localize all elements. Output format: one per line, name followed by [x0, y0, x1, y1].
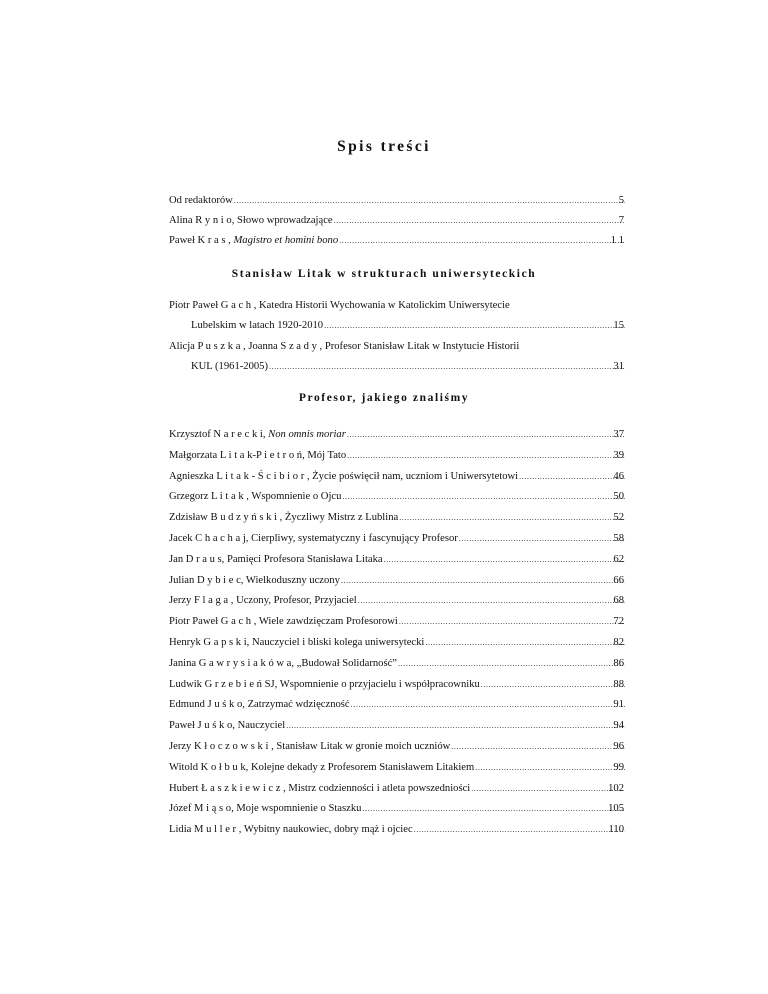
- entry-text: Grzegorz L i t a k , Wspomnienie o Ojcu: [169, 491, 342, 502]
- entry-text: Alina R y n i o, Słowo wprowadzające: [169, 215, 333, 226]
- page-number: 5: [618, 195, 624, 206]
- entry-text: Lubelskim w latach 1920-2010: [191, 320, 324, 331]
- page-number: 96: [613, 741, 624, 752]
- entry-text: Józef M i ą s o, Moje wspomnienie o Staszku: [169, 803, 362, 814]
- entry-text: Edmund J u ś k o, Zatrzymać wdzięczność: [169, 699, 350, 710]
- entry-text: Piotr Paweł G a c h , Katedra Historii Wychowania w Katolickim Uniwersytecie: [169, 300, 510, 311]
- page-number: 50: [613, 491, 624, 502]
- section-heading: Stanisław Litak w strukturach uniwersyteckich: [231, 268, 537, 280]
- page-number: 68: [613, 595, 624, 606]
- entry-text: Julian D y b i e c, Wielkoduszny uczony: [169, 575, 340, 586]
- page-number: 37: [613, 429, 624, 440]
- entry-text: Jerzy K ł o c z o w s k i , Stanisław Litak w gronie moich uczniów: [169, 741, 451, 752]
- entry-text: Jan D r a u s, Pamięci Profesora Stanisława Litaka: [169, 554, 383, 565]
- page-number: 1 1: [610, 235, 624, 246]
- section-heading: Profesor, jakiego znaliśmy: [298, 392, 470, 404]
- entry-text: Alicja P u s z k a , Joanna S z a d y , Profesor Stanisław Litak w Instytucie Historii: [169, 341, 520, 352]
- page-number: 46: [613, 471, 624, 482]
- entry-text: Hubert Ł a s z k i e w i c z , Mistrz codzienności i atleta powszedniości: [169, 783, 471, 794]
- page-number: 105: [608, 803, 624, 814]
- entry-text: Paweł J u ś k o, Nauczyciel: [169, 720, 286, 731]
- entry-text: Witold K o ł b u k, Kolejne dekady z Profesorem Stanisławem Litakiem: [169, 762, 475, 773]
- page-number: 91: [613, 699, 624, 710]
- entry-text: Henryk G a p s k i, Nauczyciel i bliski kolega uniwersytecki: [169, 637, 425, 648]
- entry-text: Od redaktorów: [169, 195, 233, 206]
- entry-text: Agnieszka L i t a k - Ś c i b i o r , Życie poświęcił nam, uczniom i Uniwersytetowi: [169, 471, 519, 482]
- page-number: 62: [613, 554, 624, 565]
- page-number: 94: [613, 720, 624, 731]
- page-number: 66: [613, 575, 624, 586]
- page-number: 86: [613, 658, 624, 669]
- entry-text: Paweł K r a s , Magistro et homini bono: [169, 235, 339, 246]
- page-number: 58: [613, 533, 624, 544]
- page-number: 15: [613, 320, 624, 331]
- page-number: 72: [613, 616, 624, 627]
- entry-text: Lidia M u l l e r , Wybitny naukowiec, dobry mąż i ojciec: [169, 824, 413, 835]
- page-number: 82: [613, 637, 624, 648]
- entry-text: Małgorzata L i t a k-P i e t r o ń, Mój Tato: [169, 450, 347, 461]
- page-number: 102: [608, 783, 624, 794]
- entry-text: Zdzisław B u d z y ń s k i , Życzliwy Mistrz z Lublina: [169, 512, 399, 523]
- entry-text: KUL (1961-2005): [191, 361, 268, 372]
- page-number: 52: [613, 512, 624, 523]
- page-title: Spis treści: [337, 138, 431, 155]
- page-number: 88: [613, 679, 624, 690]
- entry-text: Janina G a w r y s i a k ó w a, „Budował Solidarność”: [169, 658, 398, 669]
- page-number: 7: [618, 215, 624, 226]
- page-number: 110: [608, 824, 624, 835]
- entry-text: Jacek C h a c h a j, Cierpliwy, systematyczny i fascynujący Profesor: [169, 533, 458, 544]
- entry-text: Krzysztof N a r e c k i, Non omnis moriar: [169, 429, 346, 440]
- page-number: 31: [613, 361, 624, 372]
- entry-text: Jerzy F l a g a , Uczony, Profesor, Przyjaciel: [169, 595, 357, 606]
- entry-text: Piotr Paweł G a c h , Wiele zawdzięczam Profesorowi: [169, 616, 398, 627]
- entry-text: Ludwik G r z e b i e ń SJ, Wspomnienie o przyjacielu i współpracowniku: [169, 679, 480, 690]
- page-number: 99: [613, 762, 624, 773]
- page-number: 39: [613, 450, 624, 461]
